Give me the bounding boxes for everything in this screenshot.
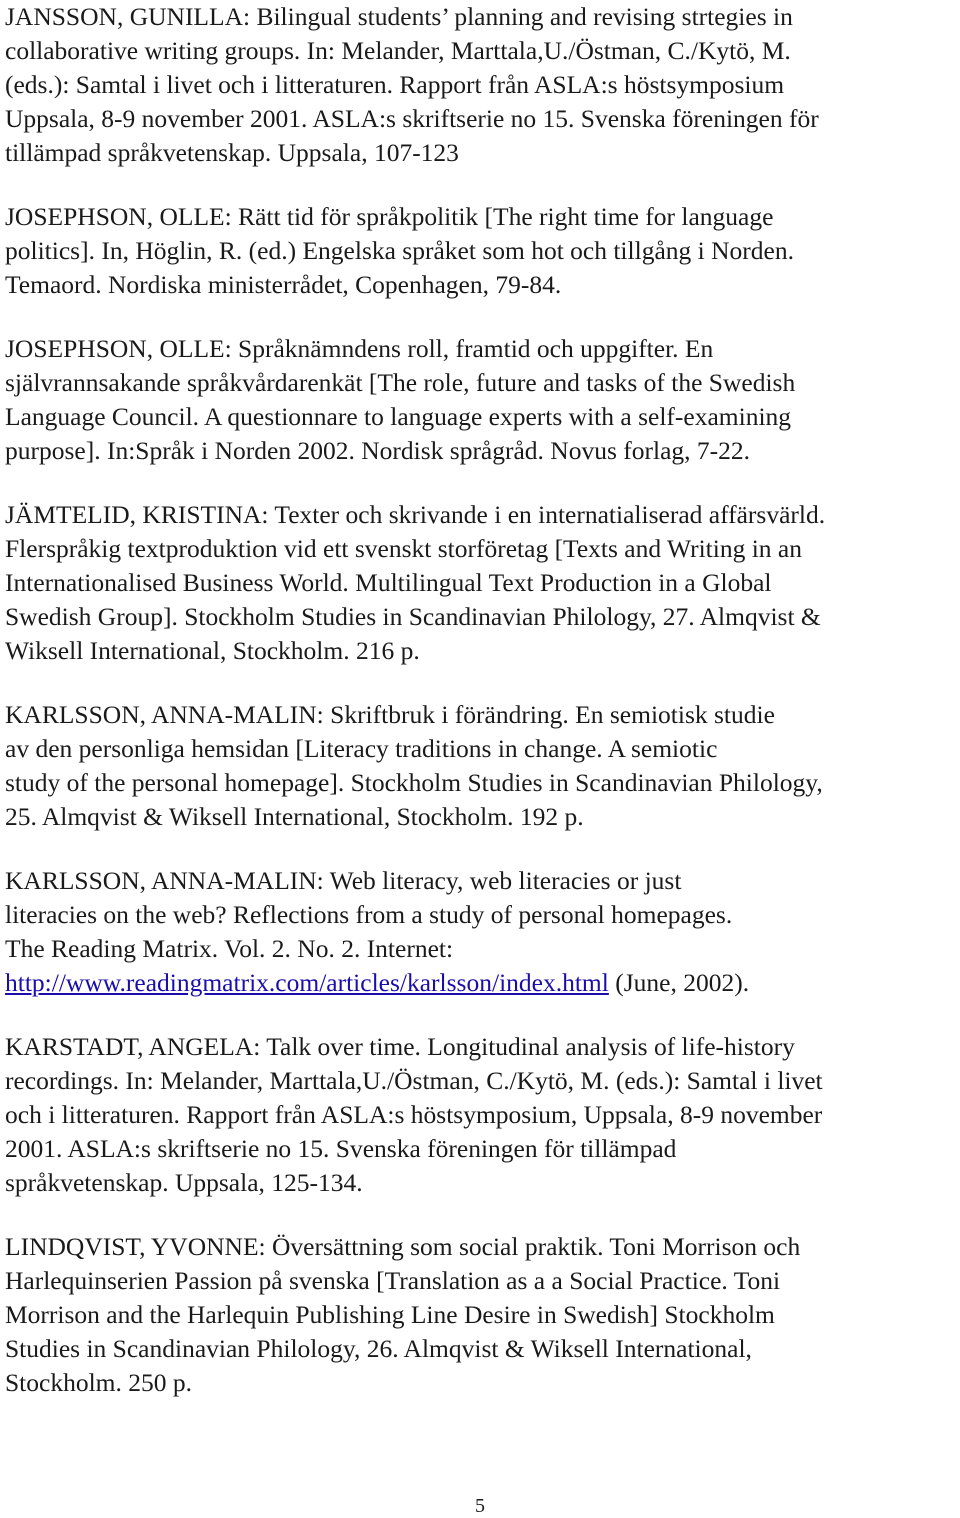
entry-line: Swedish Group]. Stockholm Studies in Scandinavian Philology, 27. Almqvist & bbox=[5, 602, 821, 631]
bibliography-entry-karstadt bbox=[5, 1030, 955, 1200]
entry-line: Internationalised Business World. Multilingual Text Production in a Global bbox=[5, 568, 772, 597]
bibliography-entry-lindqvist bbox=[5, 1230, 955, 1400]
entry-line: Flerspråkig textproduktion vid ett svenskt storföretag [Texts and Writing in an bbox=[5, 534, 802, 563]
entry-line: Harlequinserien Passion på svenska [Translation as a a Social Practice. Toni bbox=[5, 1266, 781, 1295]
entry-line: study of the personal homepage]. Stockholm Studies in Scandinavian Philology, bbox=[5, 768, 823, 797]
entry-line: JANSSON, GUNILLA: Bilingual students’ planning and revising strtegies in bbox=[5, 2, 793, 31]
link-date-text: (June, 2002). bbox=[608, 968, 750, 997]
entry-line: och i litteraturen. Rapport från ASLA:s höstsymposium, Uppsala, 8-9 november bbox=[5, 1100, 823, 1129]
entry-line: collaborative writing groups. In: Melander, Marttala,U./Östman, C./Kytö, M. bbox=[5, 36, 791, 65]
entry-line: recordings. In: Melander, Marttala,U./Östman, C./Kytö, M. (eds.): Samtal i livet bbox=[5, 1066, 823, 1095]
entry-line: Temaord. Nordiska ministerrådet, Copenhagen, 79-84. bbox=[5, 270, 562, 299]
entry-line: Uppsala, 8-9 november 2001. ASLA:s skriftserie no 15. Svenska föreningen för bbox=[5, 104, 819, 133]
entry-line: literacies on the web? Reflections from a study of personal homepages. bbox=[5, 900, 733, 929]
entry-line: språkvetenskap. Uppsala, 125-134. bbox=[5, 1168, 363, 1197]
entry-line: Morrison and the Harlequin Publishing Line Desire in Swedish] Stockholm bbox=[5, 1300, 775, 1329]
entry-line: Studies in Scandinavian Philology, 26. Almqvist & Wiksell International, bbox=[5, 1334, 752, 1363]
entry-line: av den personliga hemsidan [Literacy traditions in change. A semiotic bbox=[5, 734, 718, 763]
entry-line-with-link bbox=[5, 966, 955, 1000]
entry-line: 2001. ASLA:s skriftserie no 15. Svenska föreningen för tillämpad bbox=[5, 1134, 677, 1163]
bibliography-entry-jansson bbox=[5, 0, 955, 170]
entry-line: The Reading Matrix. Vol. 2. No. 2. Internet: bbox=[5, 934, 454, 963]
entry-line: KARSTADT, ANGELA: Talk over time. Longitudinal analysis of life-history bbox=[5, 1032, 795, 1061]
entry-line: LINDQVIST, YVONNE: Översättning som social praktik. Toni Morrison och bbox=[5, 1232, 801, 1261]
bibliography-page bbox=[5, 0, 955, 1430]
entry-line: Wiksell International, Stockholm. 216 p. bbox=[5, 636, 420, 665]
entry-line: JOSEPHSON, OLLE: Språknämndens roll, framtid och uppgifter. En bbox=[5, 334, 714, 363]
page-number: 5 bbox=[475, 1495, 485, 1517]
bibliography-entry-josephson-2 bbox=[5, 332, 955, 468]
entry-line: 25. Almqvist & Wiksell International, Stockholm. 192 p. bbox=[5, 802, 584, 831]
bibliography-entry-karlsson-1 bbox=[5, 698, 955, 834]
entry-line: Language Council. A questionnare to language experts with a self-examining bbox=[5, 402, 792, 431]
entry-line: Stockholm. 250 p. bbox=[5, 1368, 193, 1397]
entry-line: JOSEPHSON, OLLE: Rätt tid för språkpolitik [The right time for language bbox=[5, 202, 774, 231]
bibliography-entry-karlsson-2 bbox=[5, 864, 955, 1000]
readingmatrix-link[interactable]: http://www.readingmatrix.com/articles/karlsson/index.html bbox=[5, 968, 609, 997]
entry-line: JÄMTELID, KRISTINA: Texter och skrivande i en internatialiserad affärsvärld. bbox=[5, 500, 826, 529]
entry-line: tillämpad språkvetenskap. Uppsala, 107-123 bbox=[5, 138, 459, 167]
entry-line: KARLSSON, ANNA-MALIN: Skriftbruk i förändring. En semiotisk studie bbox=[5, 700, 775, 729]
bibliography-entry-jamtelid bbox=[5, 498, 955, 668]
bibliography-entry-josephson-1 bbox=[5, 200, 955, 302]
entry-line: (eds.): Samtal i livet och i litteraturen. Rapport från ASLA:s höstsymposium bbox=[5, 70, 785, 99]
entry-line: självrannsakande språkvårdarenkät [The role, future and tasks of the Swedish bbox=[5, 368, 796, 397]
entry-line: purpose]. In:Språk i Norden 2002. Nordisk språgråd. Novus forlag, 7-22. bbox=[5, 436, 751, 465]
entry-line: KARLSSON, ANNA-MALIN: Web literacy, web literacies or just bbox=[5, 866, 682, 895]
entry-line: politics]. In, Höglin, R. (ed.) Engelska språket som hot och tillgång i Norden. bbox=[5, 236, 794, 265]
